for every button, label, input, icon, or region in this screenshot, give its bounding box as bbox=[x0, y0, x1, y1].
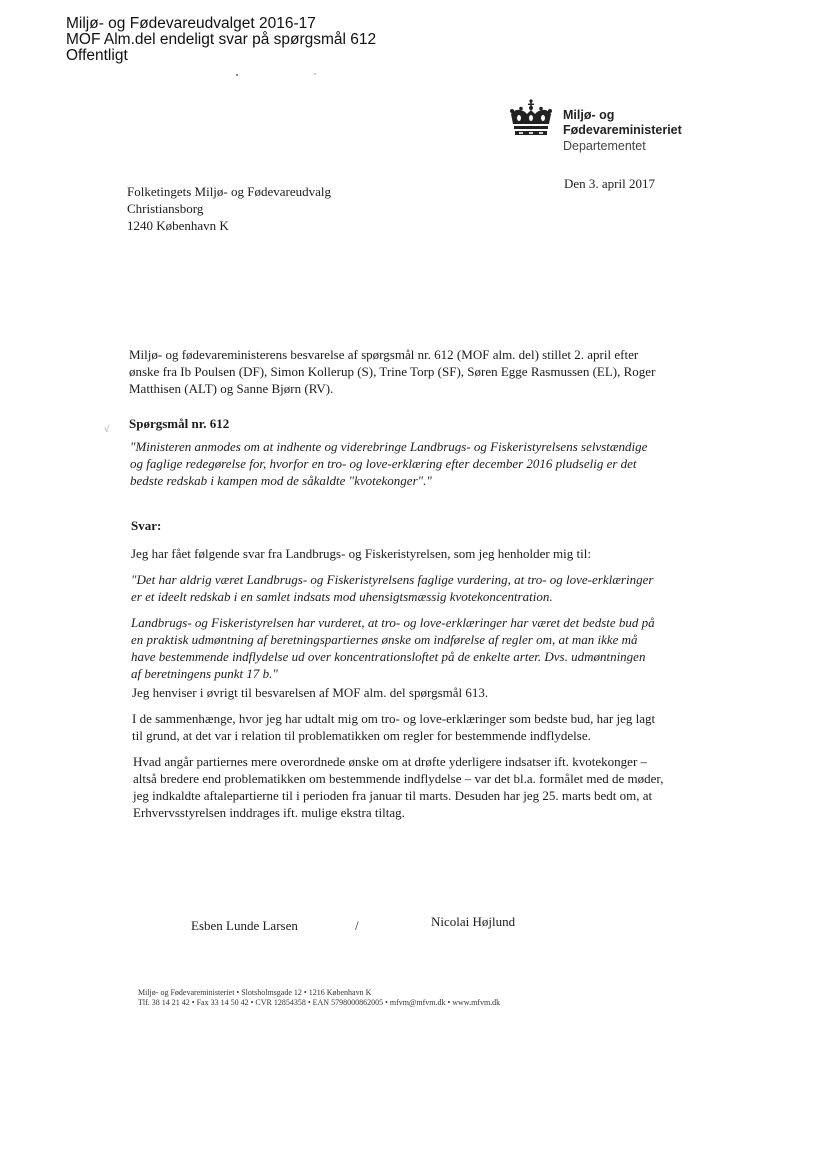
letter-date: Den 3. april 2017 bbox=[564, 176, 655, 191]
quote-line: en praktisk udmøntning af beretningspartiernes ønske om indførelse af regler om, at man ikke må bbox=[131, 632, 638, 647]
crown-icon bbox=[507, 98, 555, 138]
ministry-name bbox=[563, 108, 682, 155]
intro-line: ønske fra Ib Poulsen (DF), Simon Kollerup (S), Trine Torp (SF), Søren Egge Rasmussen (EL), Roger bbox=[129, 364, 656, 379]
answer-line: altså bredere end problematikken om bestemmende indflydelse – var det bl.a. formålet med de møder, bbox=[133, 771, 664, 786]
scan-speck bbox=[236, 74, 238, 76]
answer-heading: Svar: bbox=[131, 518, 162, 533]
answer-line: til grund, at det var i relation til problematikken om regler for bestemmende indflydelse. bbox=[132, 728, 591, 743]
quote-paragraph-1 bbox=[131, 571, 653, 605]
quote-line: have bestemmende indflydelse ud over koncentrationsloftet på de enkelte arter. Dvs. udmøntningen bbox=[131, 649, 646, 664]
intro-line: Miljø- og fødevareministerens besvarelse af spørgsmål nr. 612 (MOF alm. del) stillet 2. april efter bbox=[129, 347, 639, 362]
recipient-line2: Christiansborg bbox=[127, 201, 204, 216]
quote-line: er et ideelt redskab i en samlet indsats mod uhensigtsmæssig kvotekoncentration. bbox=[131, 589, 553, 604]
stamp-status: Offentligt bbox=[66, 47, 128, 64]
signature-separator: / bbox=[355, 918, 359, 933]
ministry-department: Departementet bbox=[563, 139, 646, 153]
quote-line: af beretningens punkt 17 b." bbox=[131, 666, 278, 681]
letter-footer bbox=[138, 988, 500, 1008]
question-line: og faglige redegørelse for, hvorfor en tro- og love-erklæring efter december 2016 pludselig er det bbox=[130, 456, 637, 471]
recipient-line3: 1240 København K bbox=[127, 218, 229, 233]
answer-lead: Jeg har fået følgende svar fra Landbrugs- og Fiskeristyrelsen, som jeg henholder mig til: bbox=[131, 546, 591, 561]
quote-line: Landbrugs- og Fiskeristyrelsen har vurderet, at tro- og love-erklæringer har været det bedste bud på bbox=[131, 615, 655, 630]
ministry-line2: Fødevareministeriet bbox=[563, 123, 682, 137]
margin-mark: √ bbox=[104, 424, 110, 435]
recipient-address bbox=[127, 183, 331, 234]
question-text bbox=[130, 438, 647, 489]
scan-speck bbox=[314, 73, 316, 75]
signature-official: Nicolai Højlund bbox=[431, 914, 516, 929]
stamp-committee: Miljø- og Fødevareudvalget 2016-17 bbox=[66, 15, 316, 32]
stamp-case: MOF Alm.del endeligt svar på spørgsmål 612 bbox=[66, 31, 377, 48]
ministry-line1: Miljø- og bbox=[563, 108, 615, 122]
answer-line: Erhvervsstyrelsen inddrages ift. mulige ekstra tiltag. bbox=[133, 805, 405, 820]
signature-minister: Esben Lunde Larsen bbox=[191, 918, 298, 933]
intro-line: Matthisen (ALT) og Sanne Bjørn (RV). bbox=[129, 381, 334, 396]
document-stamp bbox=[66, 16, 376, 64]
reference-paragraph: Jeg henviser i øvrigt til besvarelsen af MOF alm. del spørgsmål 613. bbox=[132, 685, 489, 700]
question-line: bedste redskab i kampen mod de såkaldte "kvotekonger"." bbox=[130, 473, 432, 488]
intro-paragraph bbox=[129, 346, 655, 397]
answer-line: I de sammenhænge, hvor jeg har udtalt mig om tro- og love-erklæringer som bedste bud, har jeg lagt bbox=[132, 711, 656, 726]
question-line: "Ministeren anmodes om at indhente og viderebringe Landbrugs- og Fiskeristyrelsens selvstændige bbox=[130, 439, 648, 454]
footer-contact: Tlf. 38 14 21 42 • Fax 33 14 50 42 • CVR 12854358 • EAN 5798000862005 • mfvm@mfvm.dk • www.mfvm.dk bbox=[138, 998, 501, 1007]
answer-line: jeg indkaldte aftalepartierne til i perioden fra januar til marts. Desuden har jeg 25. marts bedt om, at bbox=[133, 788, 653, 803]
answer-line: Hvad angår partiernes mere overordnede ønske om at drøfte yderligere indsatser ift. kvotekonger – bbox=[133, 754, 648, 769]
question-heading: Spørgsmål nr. 612 bbox=[129, 416, 230, 431]
footer-address: Miljø- og Fødevareministeriet • Slotsholmsgade 12 • 1216 København K bbox=[138, 988, 372, 997]
quote-line: "Det har aldrig været Landbrugs- og Fiskeristyrelsens faglige vurdering, at tro- og love-erklæringer bbox=[131, 572, 654, 587]
answer-paragraph-1 bbox=[132, 710, 655, 744]
quote-paragraph-2 bbox=[131, 614, 655, 682]
answer-paragraph-2 bbox=[133, 753, 664, 821]
recipient-line1: Folketingets Miljø- og Fødevareudvalg bbox=[127, 184, 332, 199]
